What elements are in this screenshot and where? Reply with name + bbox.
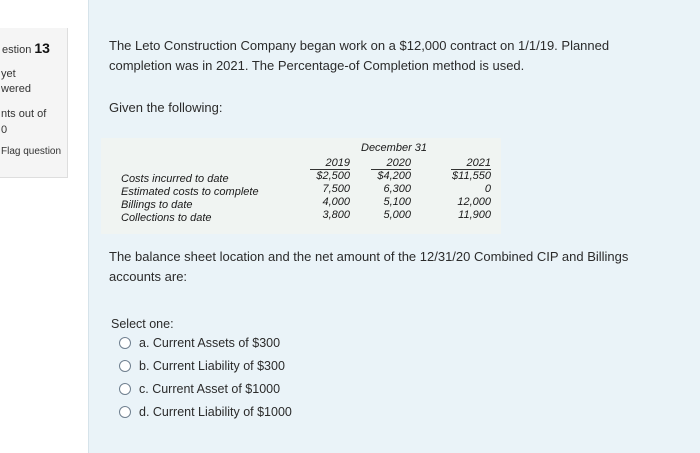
radio-button-a[interactable] <box>119 337 131 349</box>
cell-collections-2019: 3,800 <box>322 209 350 221</box>
select-one-label: Select one: <box>111 317 174 331</box>
cell-costs-2020: $4,200 <box>377 170 411 182</box>
flag-question-link[interactable]: Flag question <box>1 146 62 157</box>
cell-costs-2021: $11,550 <box>452 170 491 182</box>
question-intro: The Leto Construction Company began work on a $12,000 contract on 1/1/19. Planned completion was in 2021. The Percentage-of Completion method is used. <box>109 38 610 73</box>
data-table-image <box>101 138 501 234</box>
option-a[interactable] <box>119 336 280 350</box>
status-line-2: wered <box>1 83 31 95</box>
row-label-collections: Collections to date <box>121 212 212 224</box>
marks-label: nts out of <box>1 108 47 120</box>
question-label <box>2 40 50 56</box>
option-c[interactable] <box>119 382 280 396</box>
column-header-2019: 2019 <box>310 157 350 170</box>
marks-value: 0 <box>1 124 8 136</box>
row-label-billings: Billings to date <box>121 199 193 211</box>
option-d[interactable] <box>119 405 292 419</box>
cell-estimated-2021: 0 <box>484 183 491 195</box>
cell-collections-2020: 5,000 <box>383 209 411 221</box>
question-content-panel <box>88 0 700 453</box>
cell-estimated-2019: 7,500 <box>322 183 350 195</box>
cell-billings-2019: 4,000 <box>322 196 350 208</box>
option-b[interactable] <box>119 359 285 373</box>
cell-billings-2021: 12,000 <box>457 196 491 208</box>
question-number: 13 <box>34 40 50 56</box>
question-prompt: The balance sheet location and the net amount of the 12/31/20 Combined CIP and Billings accounts are: <box>109 249 629 284</box>
row-label-estimated-costs: Estimated costs to complete <box>121 186 259 198</box>
row-label-costs-incurred: Costs incurred to date <box>121 173 229 185</box>
status-line-1: yet <box>1 68 16 80</box>
question-label-text: estion <box>2 44 32 56</box>
radio-button-c[interactable] <box>119 383 131 395</box>
option-d-label: d. Current Liability of $1000 <box>139 405 292 419</box>
radio-button-b[interactable] <box>119 360 131 372</box>
option-b-label: b. Current Liability of $300 <box>139 359 285 373</box>
table-group-header: December 31 <box>361 142 428 154</box>
option-c-label: c. Current Asset of $1000 <box>139 382 281 396</box>
given-label: Given the following: <box>109 100 223 115</box>
cell-estimated-2020: 6,300 <box>383 183 411 195</box>
radio-button-d[interactable] <box>119 406 131 418</box>
cell-billings-2020: 5,100 <box>383 196 411 208</box>
cell-costs-2019: $2,500 <box>316 170 350 182</box>
option-a-label: a. Current Assets of $300 <box>139 336 281 350</box>
column-header-2020: 2020 <box>371 157 411 170</box>
cell-collections-2021: 11,900 <box>458 209 491 221</box>
column-header-2021: 2021 <box>451 157 491 170</box>
question-info-panel <box>0 28 68 178</box>
